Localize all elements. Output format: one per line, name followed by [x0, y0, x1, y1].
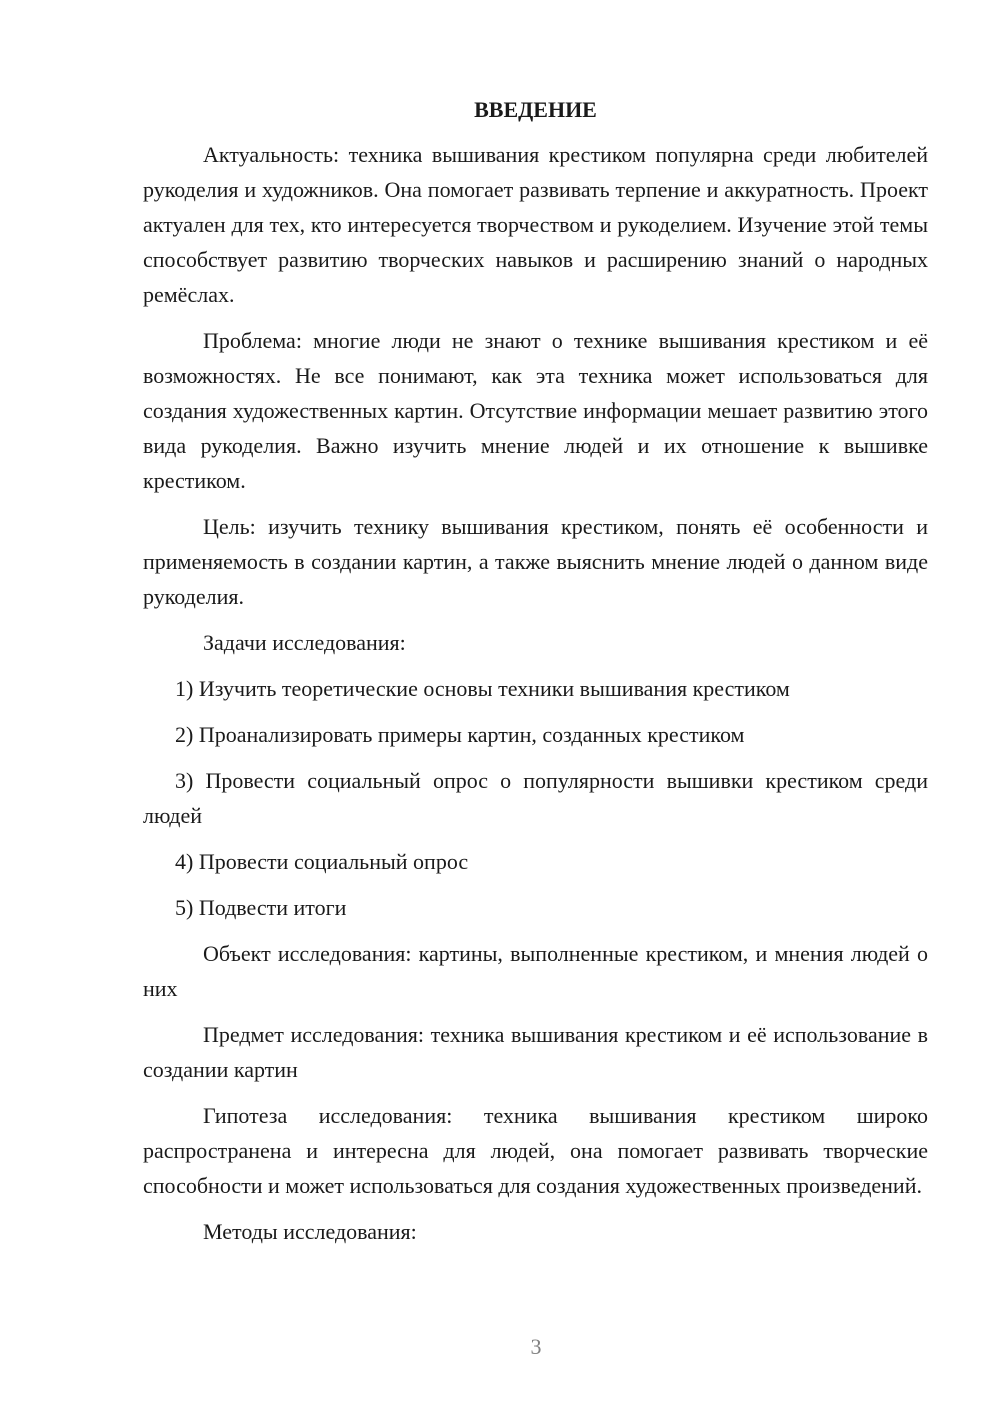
page-number: 3 — [530, 1334, 542, 1359]
paragraph-methods: Методы исследования: — [203, 1219, 417, 1244]
paragraph-tasks-heading: Задачи исследования: — [203, 630, 406, 655]
task-item-3: 3) Провести социальный опрос о популярности вышивки крестиком среди людей — [143, 768, 928, 828]
section-title: ВВЕДЕНИЕ — [474, 97, 597, 122]
task-item-5: 5) Подвести итоги — [175, 895, 347, 920]
paragraph-object: Объект исследования: картины, выполненные крестиком, и мнения людей о них — [143, 941, 928, 1001]
task-item-2: 2) Проанализировать примеры картин, созданных крестиком — [175, 722, 745, 747]
page-content — [143, 92, 928, 1260]
task-item-1: 1) Изучить теоретические основы техники вышивания крестиком — [175, 676, 790, 701]
paragraph-problem: Проблема: многие люди не знают о технике вышивания крестиком и её возможностях. Не все понимают, как эта техника может использоваться для создания художественных картин. Отсутствие информации мешает развитию этого вида рукоделия. Важно изучить мнение людей и их отношение к вышивке крестиком. — [143, 328, 928, 493]
paragraph-goal: Цель: изучить технику вышивания крестиком, понять её особенности и применяемость в создании картин, а также выяснить мнение людей о данном виде рукоделия. — [143, 514, 928, 609]
paragraph-relevance: Актуальность: техника вышивания крестиком популярна среди любителей рукоделия и художников. Она помогает развивать терпение и аккуратность. Проект актуален для тех, кто интересуется творчеством и рукоделием. Изучение этой темы способствует развитию творческих навыков и расширению знаний о народных ремёслах. — [143, 142, 928, 307]
paragraph-subject: Предмет исследования: техника вышивания крестиком и её использование в создании картин — [143, 1022, 928, 1082]
task-item-4: 4) Провести социальный опрос — [175, 849, 469, 874]
paragraph-hypothesis: Гипотеза исследования: техника вышивания крестиком широко распространена и интересна для людей, она помогает развивать творческие способности и может использоваться для создания художественных произведений. — [143, 1103, 928, 1198]
